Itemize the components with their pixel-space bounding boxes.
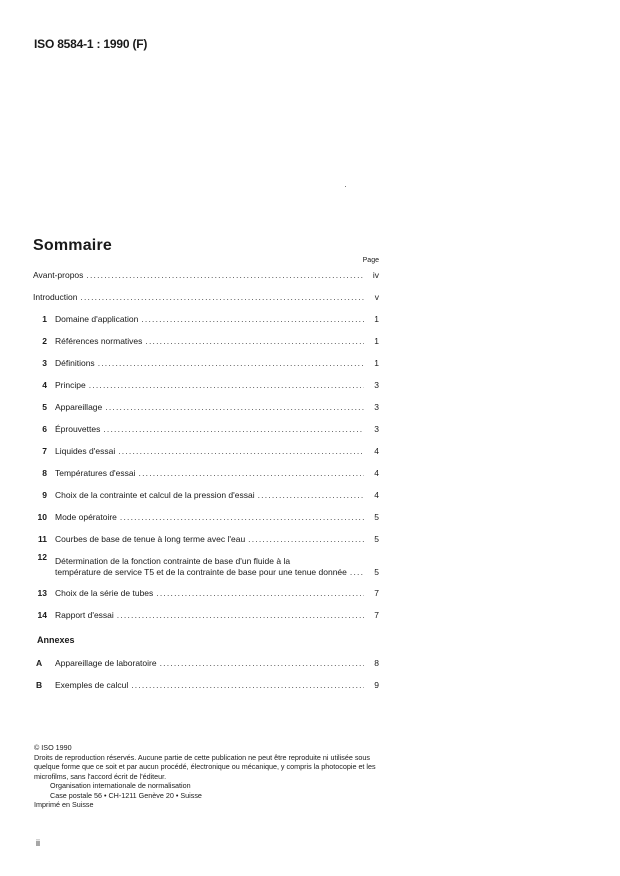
- leader-dots: [120, 506, 364, 528]
- toc-entry[interactable]: [33, 352, 379, 374]
- toc-entry[interactable]: [33, 604, 379, 626]
- annex-page: 8: [374, 658, 379, 668]
- toc-label: Rapport d'essai: [55, 610, 114, 620]
- toc-number: 9: [42, 490, 47, 500]
- scan-speck: [345, 186, 346, 187]
- annexes-list: [33, 652, 379, 696]
- toc-page: 4: [374, 490, 379, 500]
- toc-number: 7: [42, 446, 47, 456]
- toc-entry[interactable]: [33, 330, 379, 352]
- copyright-notice: Droits de reproduction réservés. Aucune partie de cette publication ne peut être reproduite ni utilisée sous quelque forme que ce soit et par aucun procédé, électronique ou mécanique, y compris la photocopie et les microfilms, sans l'accord écrit de l'éditeur.: [34, 752, 376, 781]
- toc-number: 14: [37, 610, 47, 620]
- toc-number: 1: [42, 314, 47, 324]
- toc-number: 4: [42, 380, 47, 390]
- toc-number: 11: [38, 534, 47, 544]
- toc-label: Courbes de base de tenue à long terme avec l'eau: [55, 534, 246, 544]
- toc-number: 2: [42, 336, 47, 346]
- toc-number: 6: [42, 424, 47, 434]
- annex-letter: B: [36, 680, 43, 690]
- toc-number: 3: [42, 358, 47, 368]
- leader-dots: [117, 604, 364, 626]
- toc-entry[interactable]: [33, 484, 379, 506]
- printed-in: Imprimé en Suisse: [34, 800, 94, 809]
- page-title: Sommaire: [33, 237, 112, 254]
- leader-dots: [350, 567, 364, 578]
- toc-page: 5: [374, 567, 379, 577]
- leader-dots: [145, 330, 364, 352]
- toc-entry[interactable]: [33, 528, 379, 550]
- organization-name: Organisation internationale de normalisation: [50, 781, 191, 790]
- toc-page: 1: [374, 336, 379, 346]
- toc-label-line: Détermination de la fonction contrainte de base d'un fluide à la: [55, 556, 291, 566]
- toc-number: 13: [37, 588, 47, 598]
- leader-dots: [105, 396, 364, 418]
- toc-entry[interactable]: [33, 308, 379, 330]
- document-code: ISO 8584-1 : 1990 (F): [34, 37, 148, 51]
- toc-number: 8: [42, 468, 47, 478]
- toc-page: iv: [372, 270, 379, 280]
- copyright-line: © ISO 1990: [34, 743, 72, 752]
- leader-dots: [89, 374, 364, 396]
- leader-dots: [118, 440, 364, 462]
- page-number: ii: [36, 838, 40, 848]
- leader-dots: [141, 308, 364, 330]
- toc-label-line: température de service T5 et de la contrainte de base pour une tenue donnée: [55, 567, 347, 577]
- toc-label: Définitions: [55, 358, 95, 368]
- toc-label: Températures d'essai: [55, 468, 136, 478]
- toc-label: Liquides d'essai: [55, 446, 116, 456]
- leader-dots: [86, 264, 364, 286]
- annex-letter: A: [36, 658, 43, 668]
- toc-label: Choix de la série de tubes: [55, 588, 154, 598]
- page-column-label: Page: [362, 257, 379, 264]
- toc-entry[interactable]: [33, 462, 379, 484]
- toc-page: 5: [374, 512, 379, 522]
- toc-entry[interactable]: [33, 396, 379, 418]
- copyright-block: [34, 743, 384, 810]
- leader-dots: [139, 462, 364, 484]
- toc-label: Principe: [55, 380, 86, 390]
- toc-page: 3: [374, 380, 379, 390]
- toc-entry[interactable]: [33, 550, 379, 582]
- toc-page: 7: [374, 610, 379, 620]
- toc-label: Éprouvettes: [55, 424, 101, 434]
- toc-label: Domaine d'application: [55, 314, 139, 324]
- leader-dots: [80, 286, 364, 308]
- toc-page: 1: [374, 314, 379, 324]
- leader-dots: [258, 484, 364, 506]
- annex-entry[interactable]: [33, 674, 379, 696]
- toc-label: Références normatives: [55, 336, 143, 346]
- annex-label: Exemples de calcul: [55, 680, 129, 690]
- annexes-heading: Annexes: [37, 635, 75, 645]
- annex-page: 9: [374, 680, 379, 690]
- toc-label: Choix de la contrainte et calcul de la pression d'essai: [55, 490, 255, 500]
- toc-page: 4: [374, 468, 379, 478]
- toc-page: 1: [374, 358, 379, 368]
- toc-number: 10: [37, 512, 47, 522]
- annex-entry[interactable]: [33, 652, 379, 674]
- toc-number: 5: [42, 402, 47, 412]
- toc-label: Avant-propos: [33, 270, 84, 280]
- toc-page: 4: [374, 446, 379, 456]
- toc-entry[interactable]: [33, 264, 379, 286]
- toc-page: 7: [374, 588, 379, 598]
- toc-entry[interactable]: [33, 506, 379, 528]
- toc-page: v: [374, 292, 379, 302]
- toc-label: Mode opératoire: [55, 512, 117, 522]
- leader-dots: [103, 418, 364, 440]
- toc-entry[interactable]: [33, 582, 379, 604]
- toc-entry[interactable]: [33, 440, 379, 462]
- toc-label: Appareillage: [55, 402, 103, 412]
- toc-entry[interactable]: [33, 418, 379, 440]
- toc-page: 3: [374, 402, 379, 412]
- toc-entry[interactable]: [33, 374, 379, 396]
- leader-dots: [156, 582, 364, 604]
- leader-dots: [98, 352, 364, 374]
- toc-page: 5: [374, 534, 379, 544]
- toc-label: Introduction: [33, 292, 78, 302]
- annex-label: Appareillage de laboratoire: [55, 658, 157, 668]
- leader-dots: [160, 652, 364, 674]
- organization-address: Case postale 56 • CH-1211 Genève 20 • Suisse: [50, 790, 202, 800]
- table-of-contents: [33, 264, 379, 626]
- toc-page: 3: [374, 424, 379, 434]
- toc-number: 12: [37, 552, 47, 562]
- leader-dots: [248, 528, 364, 550]
- toc-label-multiline: [55, 556, 347, 578]
- toc-entry[interactable]: [33, 286, 379, 308]
- leader-dots: [131, 674, 364, 696]
